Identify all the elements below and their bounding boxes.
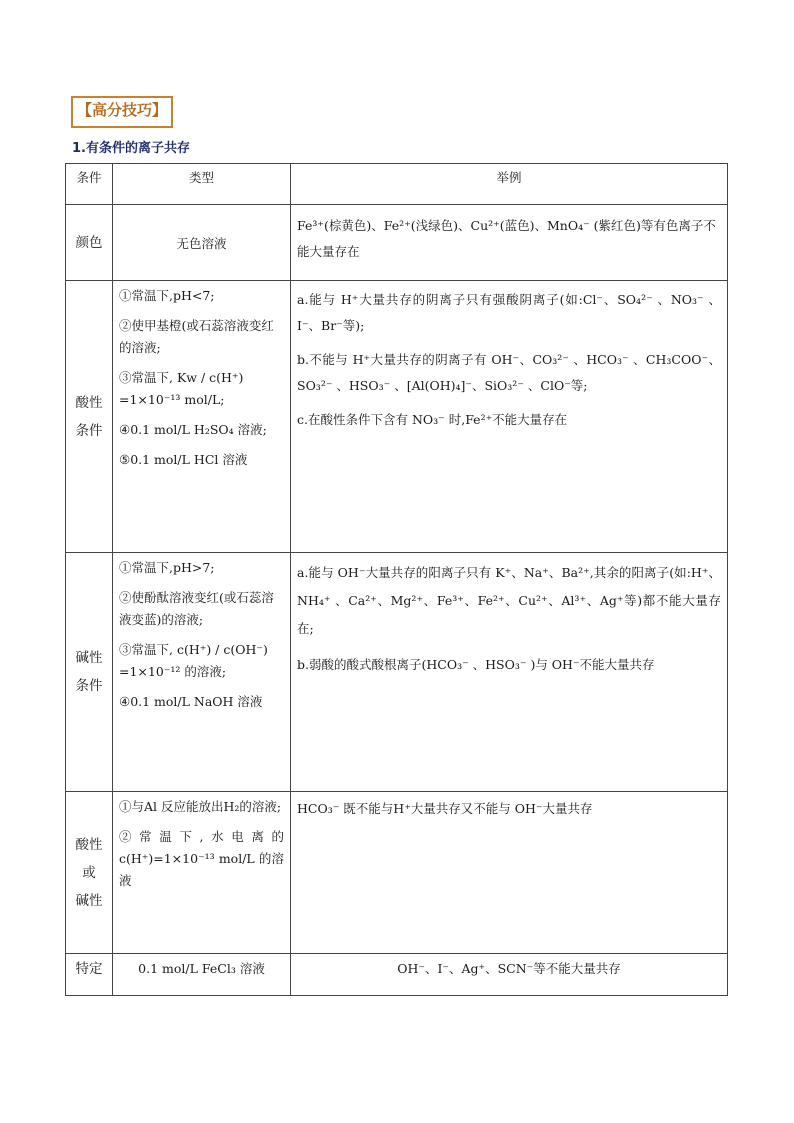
row-type: 0.1 mol/L FeCl₃ 溶液 xyxy=(113,954,291,996)
table-row-acid xyxy=(66,281,728,553)
row-label: 颜色 xyxy=(66,205,113,281)
list-item: a.能与 OH⁻大量共存的阳离子只有 K⁺、Na⁺、Ba²⁺,其余的阳离子(如:H⁺、NH₄⁺ 、Ca²⁺、Mg²⁺、Fe³⁺、Fe²⁺、Cu²⁺、Al³⁺、Ag⁺等)都不能大量存在; xyxy=(297,565,721,636)
list-item: a.能与 H⁺大量共存的阴离子只有强酸阴离子(如:Cl⁻、SO₄²⁻ 、NO₃⁻ 、I⁻、Br⁻等); xyxy=(297,292,721,333)
list-item: ⑤0.1 mol/L HCl 溶液 xyxy=(119,452,248,467)
row-example-list xyxy=(291,553,728,792)
row-type-list xyxy=(113,792,291,954)
header-cell: 条件 xyxy=(66,164,113,205)
row-example: Fe³⁺(棕黄色)、Fe²⁺(浅绿色)、Cu²⁺(蓝色)、MnO₄⁻ (紫红色)等有色离子不能大量存在 xyxy=(291,205,728,281)
row-example: HCO₃⁻ 既不能与H⁺大量共存又不能与 OH⁻大量共存 xyxy=(291,792,728,954)
list-item: ④0.1 mol/L H₂SO₄ 溶液; xyxy=(119,422,267,437)
table-row-acid-or-base xyxy=(66,792,728,954)
list-item: ②使酚酞溶液变红(或石蕊溶液变蓝)的溶液; xyxy=(119,590,274,627)
list-item: c.在酸性条件下含有 NO₃⁻ 时,Fe²⁺不能大量存在 xyxy=(297,412,568,427)
row-type-list xyxy=(113,553,291,792)
list-item: ①常温下,pH>7; xyxy=(119,560,215,575)
section-tag: 【高分技巧】 xyxy=(71,96,173,128)
table-row-specific xyxy=(66,954,728,996)
list-item: ①常温下,pH<7; xyxy=(119,288,215,303)
list-item: ③常温下, c(H⁺) / c(OH⁻) =1×10⁻¹² 的溶液; xyxy=(119,642,268,679)
list-item: b.弱酸的酸式酸根离子(HCO₃⁻ 、HSO₃⁻ )与 OH⁻不能大量共存 xyxy=(297,657,655,672)
list-item: ④0.1 mol/L NaOH 溶液 xyxy=(119,694,263,709)
row-type-list xyxy=(113,281,291,553)
header-cell: 类型 xyxy=(113,164,291,205)
row-example: OH⁻、I⁻、Ag⁺、SCN⁻等不能大量共存 xyxy=(291,954,728,996)
list-item: ②使甲基橙(或石蕊溶液变红的溶液; xyxy=(119,318,274,355)
table-row-base xyxy=(66,553,728,792)
table-row-color xyxy=(66,205,728,281)
row-label: 酸性 条件 xyxy=(66,281,113,553)
section-title: 1.有条件的离子共存 xyxy=(72,141,190,156)
row-label: 碱性 条件 xyxy=(66,553,113,792)
row-label: 酸性 或 碱性 xyxy=(66,792,113,954)
row-type: 无色溶液 xyxy=(113,205,291,281)
ion-coexistence-table xyxy=(65,163,728,996)
table-header-row xyxy=(66,164,728,205)
header-cell: 举例 xyxy=(291,164,728,205)
list-item: ①与Al 反应能放出H₂的溶液; xyxy=(119,799,282,814)
row-label: 特定 xyxy=(66,954,113,996)
list-item: b.不能与 H⁺大量共存的阴离子有 OH⁻、CO₃²⁻ 、HCO₃⁻ 、CH₃COO⁻、SO₃²⁻ 、HSO₃⁻ 、[Al(OH)₄]⁻、SiO₃²⁻ 、ClO⁻等; xyxy=(297,352,721,393)
list-item: ③常温下, Kw / c(H⁺) =1×10⁻¹³ mol/L; xyxy=(119,370,244,407)
list-item: ②常温下,水电离的 c(H⁺)=1×10⁻¹³ mol/L 的溶液 xyxy=(119,829,284,888)
row-example-list xyxy=(291,281,728,553)
